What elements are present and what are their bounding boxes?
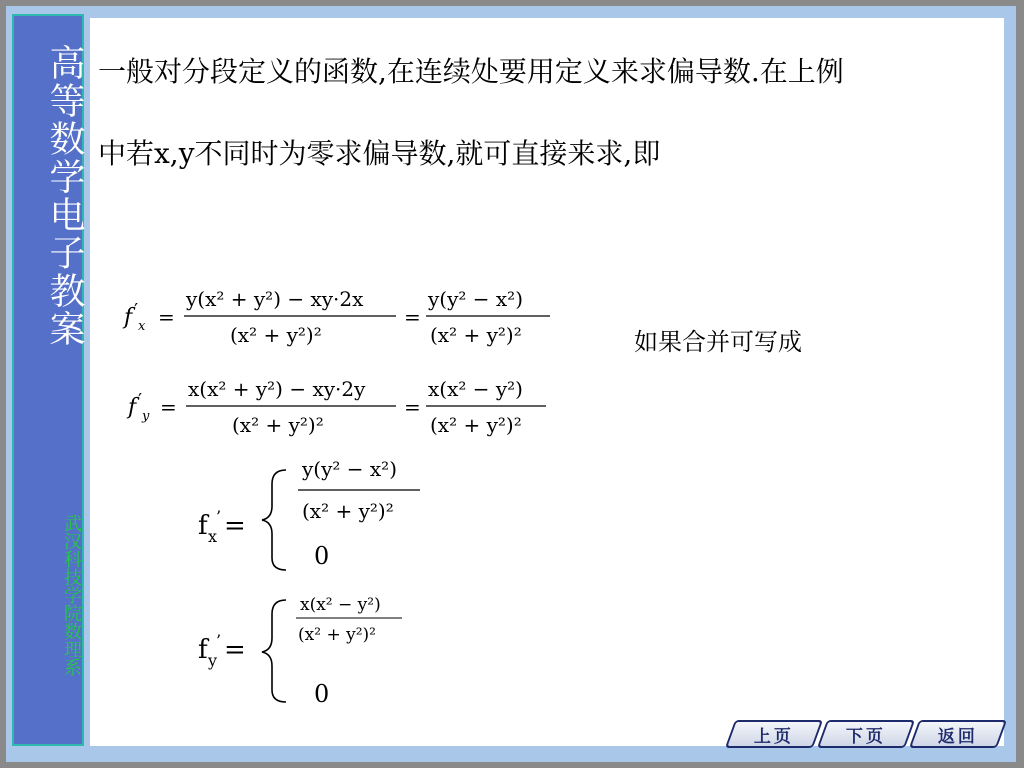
svg-text:=: = bbox=[404, 395, 421, 419]
back-label: 返回 bbox=[938, 726, 978, 747]
svg-text:′: ′ bbox=[134, 300, 139, 321]
svg-text:y: y bbox=[208, 651, 218, 670]
fx-piecewise bbox=[198, 457, 420, 570]
fy-numerator: x(x² + y²) − xy·2y bbox=[188, 377, 366, 401]
svg-text:f: f bbox=[124, 305, 133, 330]
svg-text:y: y bbox=[142, 409, 150, 424]
svg-text:x: x bbox=[138, 319, 146, 334]
text-line-2: 中若x,y不同时为零求偏导数,就可直接来求,即 bbox=[98, 137, 661, 170]
formula-area bbox=[90, 18, 1004, 746]
svg-text:=: = bbox=[224, 511, 246, 541]
fy-denominator: (x² + y²)² bbox=[232, 413, 324, 437]
prev-page-label: 上页 bbox=[754, 726, 794, 747]
fx-numerator: y(x² + y²) − xy·2x bbox=[186, 287, 364, 311]
fy-formula bbox=[126, 377, 546, 437]
fy-numerator-simplified: x(x² − y²) bbox=[428, 377, 523, 401]
svg-text:=: = bbox=[404, 305, 421, 329]
svg-text:f: f bbox=[128, 395, 137, 420]
svg-text:=: = bbox=[160, 395, 177, 419]
svg-text:x: x bbox=[208, 527, 218, 546]
fy-denominator-2: (x² + y²)² bbox=[430, 413, 522, 437]
fx-formula bbox=[122, 287, 550, 347]
course-title: 高等数学电子教案 bbox=[44, 44, 85, 348]
back-button[interactable] bbox=[909, 720, 1007, 748]
slide-content bbox=[90, 18, 1004, 746]
left-brace bbox=[262, 470, 286, 570]
next-page-label: 下页 bbox=[846, 726, 886, 747]
svg-text:f: f bbox=[198, 635, 208, 665]
fy-case-denominator: (x² + y²)² bbox=[298, 625, 376, 645]
fx-denominator: (x² + y²)² bbox=[230, 323, 322, 347]
svg-text:’: ’ bbox=[216, 631, 222, 650]
svg-text:=: = bbox=[158, 305, 175, 329]
fx-denominator-2: (x² + y²)² bbox=[430, 323, 522, 347]
merge-note: 如果合并可写成 bbox=[634, 328, 802, 356]
fy-piecewise bbox=[198, 595, 402, 708]
fy-case-numerator: x(x² − y²) bbox=[300, 595, 381, 615]
sidebar bbox=[12, 14, 84, 746]
svg-text:′: ′ bbox=[138, 390, 143, 411]
next-page-button[interactable] bbox=[817, 720, 915, 748]
svg-text:=: = bbox=[224, 635, 246, 665]
fx-case-numerator: y(y² − x²) bbox=[302, 457, 397, 481]
fy-case-zero: 0 bbox=[314, 680, 330, 708]
fx-case-denominator: (x² + y²)² bbox=[302, 499, 394, 523]
svg-text:f: f bbox=[198, 511, 208, 541]
department-label: 武汉科技学院数理系 bbox=[61, 514, 82, 676]
text-line-1: 一般对分段定义的函数,在连续处要用定义来求偏导数.在上例 bbox=[98, 55, 844, 88]
nav-bar bbox=[726, 720, 1006, 750]
prev-page-button[interactable] bbox=[725, 720, 823, 748]
fx-numerator-simplified: y(y² − x²) bbox=[428, 287, 523, 311]
left-brace bbox=[262, 600, 286, 702]
fx-case-zero: 0 bbox=[314, 542, 330, 570]
svg-text:’: ’ bbox=[216, 507, 222, 526]
